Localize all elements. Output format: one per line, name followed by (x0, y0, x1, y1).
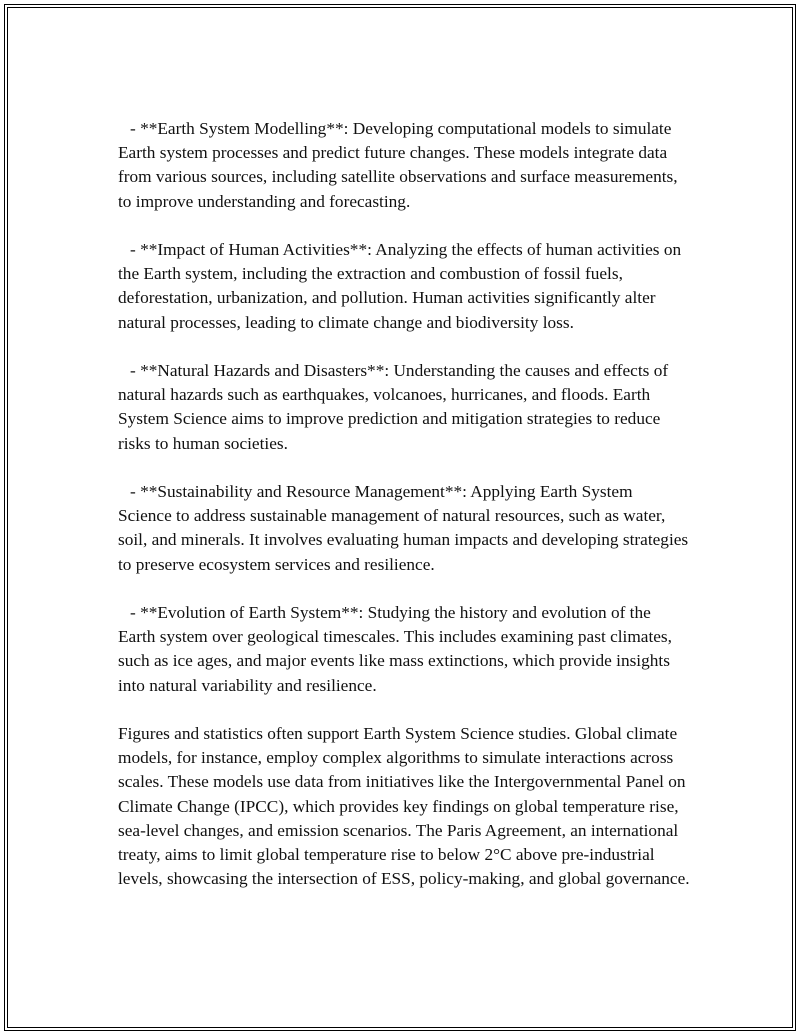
paragraph-natural-hazards: - **Natural Hazards and Disasters**: Understanding the causes and effects of natural hazards such as earthquakes, volcanoes, hurricanes, and floods. Earth System Science aims to improve prediction and mitigation strategies to reduce risks to human societies. (118, 361, 669, 453)
paragraph-figures-and-statistics: Figures and statistics often support Earth System Science studies. Global climate models, for instance, employ complex algorithms to simulate interactions across scales. These models use data from initiatives like the Intergovernmental Panel on Climate Change (IPCC), which provides key findings on global temperature rise, sea-level changes, and emission scenarios. The Paris Agreement, an international treaty, aims to limit global temperature rise to below 2°C above pre-industrial levels, showcasing the intersection of ESS, policy-making, and global governance. (118, 724, 690, 889)
paragraph-sustainability: - **Sustainability and Resource Management**: Applying Earth System Science to address sustainable management of natural resources, such as water, soil, and minerals. It involves evaluating human impacts and developing strategies to preserve ecosystem services and resilience. (118, 482, 689, 574)
paragraph-earth-system-modelling: - **Earth System Modelling**: Developing computational models to simulate Earth system processes and predict future changes. These models integrate data from various sources, including satellite observations and surface measurements, to improve understanding and forecasting. (118, 119, 678, 211)
paragraph-evolution-of-earth-system: - **Evolution of Earth System**: Studying the history and evolution of the Earth system over geological timescales. This includes examining past climates, such as ice ages, and major events like mass extinctions, which provide insights into natural variability and resilience. (118, 603, 672, 695)
document-body (118, 117, 690, 916)
paragraph-impact-of-human-activities: - **Impact of Human Activities**: Analyzing the effects of human activities on the Earth system, including the extraction and combustion of fossil fuels, deforestation, urbanization, and pollution. Human activities significantly alter natural processes, leading to climate change and biodiversity loss. (118, 240, 682, 332)
